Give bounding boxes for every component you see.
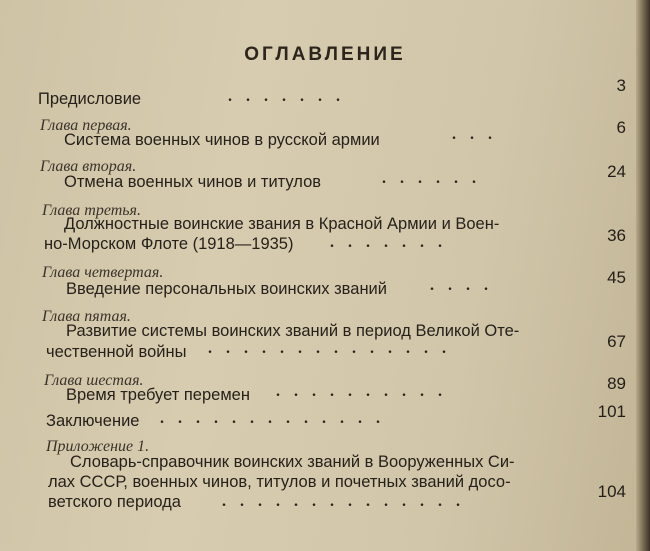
conclusion-title: Заключение <box>46 412 140 430</box>
ch5-line-2: чественной войны <box>46 343 187 361</box>
ch6-title: Время требует перемен <box>66 386 250 404</box>
appendix-line-2: лах СССР, военных чинов, титулов и почетных званий досо- <box>48 473 511 491</box>
page-title: ОГЛАВЛЕНИЕ <box>244 44 406 65</box>
preface-leader-dots: ....... <box>228 88 354 105</box>
ch4-label: Глава четвертая. <box>42 264 164 281</box>
ch6-page: 89 <box>607 374 626 393</box>
preface-page: 3 <box>616 76 626 95</box>
ch3-line-1: Должностные воинские звания в Красной Армии и Воен- <box>64 215 500 233</box>
ch2-leader-dots: ...... <box>382 170 490 187</box>
ch4-title: Введение персональных воинских званий <box>66 280 387 298</box>
ch5-line-1: Развитие системы воинских званий в период Великой Оте- <box>66 322 520 340</box>
ch4-leader-dots: .... <box>430 277 502 294</box>
ch3-page: 36 <box>607 226 626 245</box>
appendix-line-3: ветского периода <box>48 493 181 511</box>
ch6-label: Глава шестая. <box>44 372 144 389</box>
ch2-title: Отмена военных чинов и титулов <box>64 173 322 191</box>
appendix-line-1: Словарь-справочник воинских званий в Вооруженных Си- <box>70 453 515 471</box>
ch3-leader-dots: ....... <box>330 234 456 251</box>
ch1-title: Система военных чинов в русской армии <box>64 131 380 149</box>
ch1-label: Глава первая. <box>40 117 132 134</box>
ch2-label: Глава вторая. <box>40 158 137 175</box>
ch1-leader-dots: ... <box>452 126 506 143</box>
appendix-label: Приложение 1. <box>46 438 150 455</box>
ch4-page: 45 <box>607 268 626 287</box>
ch3-line-2: но-Морском Флоте (1918—1935) <box>44 235 294 253</box>
ch3-label: Глава третья. <box>42 202 141 219</box>
ch5-leader-dots: .............. <box>208 340 460 357</box>
conclusion-page: 101 <box>597 402 626 421</box>
appendix-leader-dots: .............. <box>222 493 474 510</box>
ch6-leader-dots: .......... <box>276 383 456 400</box>
preface-title: Предисловие <box>38 90 142 108</box>
ch5-label: Глава пятая. <box>42 308 131 325</box>
ch1-page: 6 <box>616 118 626 137</box>
ch2-page: 24 <box>607 162 626 181</box>
conclusion-leader-dots: ............. <box>160 410 394 427</box>
page-edge-shadow <box>636 0 650 551</box>
ch5-page: 67 <box>607 332 626 351</box>
appendix-page: 104 <box>597 482 626 501</box>
